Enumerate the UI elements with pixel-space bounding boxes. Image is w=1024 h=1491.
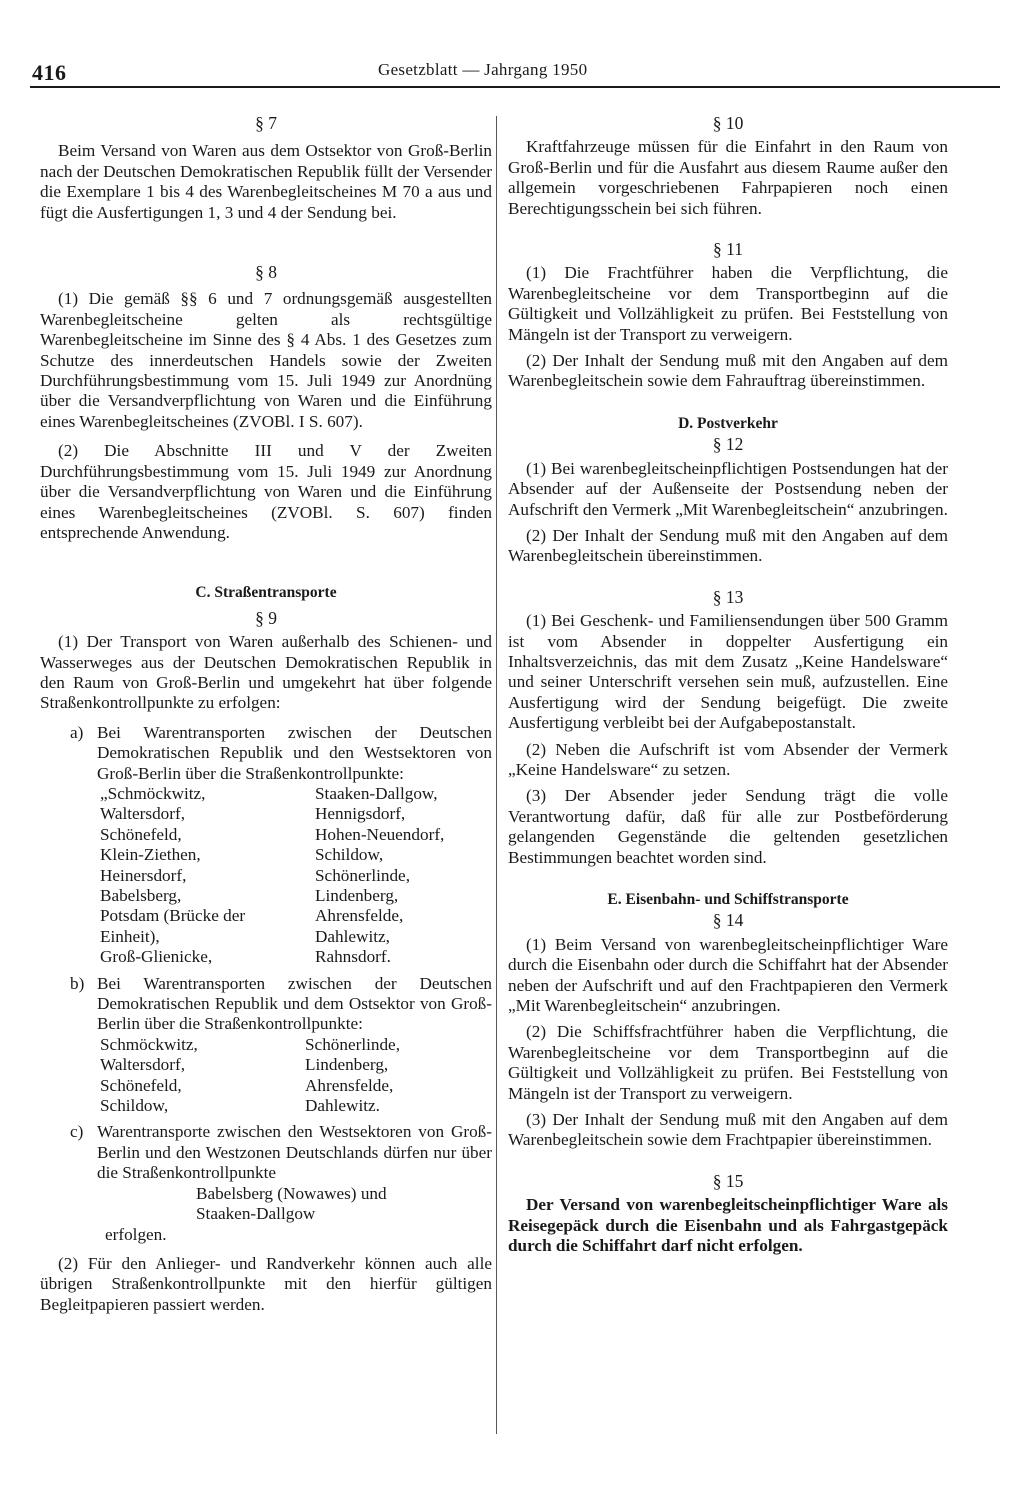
checkpoint: Waltersdorf, — [100, 804, 185, 824]
item-b-marker: b) — [70, 973, 85, 993]
section-9-paragraph-2: (2) Für den Anlieger- und Randverkehr können auch alle übrigen Straßenkontrollpunkte mit den hierfür gültigen Begleitpapieren passiert werden. — [40, 1253, 492, 1314]
item-a-text: Bei Warentransporten zwischen der Deutschen Demokratischen Republik und den Westsektoren von Groß-Berlin über die Straßenkontrollpunkte: — [97, 722, 492, 783]
checkpoint: Rahnsdorf. — [315, 947, 391, 967]
checkpoint: Staaken-Dallgow, — [315, 783, 438, 803]
checkpoint: Waltersdorf, — [100, 1055, 185, 1075]
section-14-paragraph-1: (1) Beim Versand von warenbegleitscheinpflichtiger Ware durch die Eisenbahn oder durch die Schiffahrt hat der Absender neben der Aufschrift und auf den Frachtpapieren den Vermerk „Mit Warenbegleitschein“ anzubringen. — [508, 934, 948, 1016]
checkpoint: Lindenberg, — [315, 886, 399, 905]
header-rule — [30, 86, 1000, 88]
section-11-paragraph-1: (1) Die Frachtführer haben die Verpflichtung, die Warenbegleitscheine vor dem Transportbeginn auf die Gültigkeit und Vollzähligkeit zu prüfen. Bei Feststellung von Mängeln ist der Transport zu verweigern. — [508, 263, 948, 344]
checkpoint: Dahlewitz, — [315, 926, 390, 946]
column-divider — [496, 116, 497, 1434]
page-number: 416 — [32, 60, 67, 85]
item-c-text: Warentransporte zwischen den Westsektoren von Groß-Berlin und den Westzonen Deutschlands dürfen nur über die Straßenkontrollpunkte — [97, 1122, 492, 1183]
checkpoint: Schönerlinde, — [305, 1034, 400, 1054]
section-13-paragraph-3: (3) Der Absender jeder Sendung trägt die volle Verantwortung dafür, daß für alle zur Postbeförderung gelangenden Gegenstände die geltenden gesetzlichen Bestimmungen beachtet worden sind. — [508, 786, 948, 867]
checkpoint: Ahrensfelde, — [305, 1075, 394, 1095]
item-c-checkpoint-2: Staaken-Dallgow — [196, 1204, 316, 1224]
right-column — [508, 113, 948, 1257]
section-14-heading: § 14 — [712, 910, 744, 931]
item-a-checkpoints — [40, 784, 492, 968]
item-b-checkpoints — [40, 1035, 492, 1117]
section-9-item-a — [40, 723, 492, 784]
section-11-heading: § 11 — [713, 239, 743, 260]
section-13-paragraph-2: (2) Neben die Aufschrift ist vom Absender der Vermerk „Keine Handelsware“ zu setzen. — [508, 739, 948, 779]
division-e-heading: E. Eisenbahn- und Schiffstransporte — [607, 891, 849, 908]
section-7-heading: § 7 — [255, 113, 277, 133]
division-c-heading: C. Straßentransporte — [195, 584, 337, 602]
checkpoint: Schmöckwitz, — [100, 1034, 198, 1054]
section-9-item-c — [40, 1122, 492, 1183]
section-7-text: Beim Versand von Waren aus dem Ostsektor von Groß-Berlin nach der Deutschen Demokratischen Republik füllt der Versender die Exemplare 1 bis 4 des Warenbegleitscheines M 70 a aus und fügt die Ausfertigungen 1, 3 und 4 der Sendung bei. — [40, 141, 492, 222]
item-c-tail: erfolgen. — [105, 1224, 167, 1244]
checkpoint: Ahrensfelde, — [315, 906, 404, 926]
checkpoint: Groß-Glienicke, — [100, 947, 213, 967]
section-12-heading: § 12 — [712, 434, 744, 455]
item-b-text: Bei Warentransporten zwischen der Deutschen Demokratischen Republik und dem Ostsektor von Groß-Berlin über die Straßenkontrollpunkte: — [97, 973, 492, 1034]
checkpoint: Dahlewitz. — [305, 1096, 380, 1116]
section-12-paragraph-2: (2) Der Inhalt der Sendung muß mit den Angaben auf dem Warenbegleitschein übereinstimmen. — [508, 525, 948, 566]
checkpoint: „Schmöckwitz, — [100, 783, 206, 803]
section-13-paragraph-1: (1) Bei Geschenk- und Familiensendungen über 500 Gramm ist vom Absender in doppelter Ausfertigung ein Inhaltsverzeichnis, das mit dem Zusatz „Keine Handelsware“ und seiner Unterschrift versehen sein muß, aufzustellen. Eine Ausfertigung wird der Sendung beigefügt. Die zweite Ausfertigung verbleibt bei der Aufgabepostanstalt. — [508, 611, 948, 733]
checkpoint: Heinersdorf, — [100, 865, 187, 885]
page-header-title: Gesetzblatt — Jahrgang 1950 — [378, 60, 588, 79]
section-8-paragraph-1: (1) Die gemäß §§ 6 und 7 ordnungsgemäß ausgestellten Warenbegleitscheine gelten als rechtsgültige Warenbegleitscheine im Sinne des § 4 Abs. 1 des Gesetzes zum Schutze des innerdeutschen Handels sowie der Zweiten Durchführungsbestimmung vom 15. Juli 1949 zur Anordnüng über die Versandverpflichtung von Waren und die Einführung eines Warenbegleitscheines (ZVOBl. I S. 607). — [40, 289, 492, 431]
checkpoint: Schildow, — [315, 845, 384, 865]
left-column — [40, 113, 492, 1315]
section-13-heading: § 13 — [712, 586, 744, 607]
item-a-checkpoints-col-2 — [277, 784, 492, 968]
section-8-paragraph-2: (2) Die Abschnitte III und V der Zweiten Durchführungsbestimmung vom 15. Juli 1949 zur Anordnung über die Versandverpflichtung von Waren und die Einführung eines Warenbegleitscheines (ZVOBl. S. 607) finden entsprechende Anwendung. — [40, 441, 492, 542]
item-b-checkpoints-col-1 — [100, 1035, 287, 1117]
section-15-heading: § 15 — [712, 1170, 744, 1191]
section-10-text: Kraftfahrzeuge müssen für die Einfahrt in den Raum von Groß-Berlin und für die Ausfahrt aus diesem Raume außer den allgemein vorgeschriebenen Fahrpapieren noch einen Berechtigungsschein bei sich führen. — [508, 137, 948, 218]
item-a-marker: a) — [70, 722, 84, 742]
checkpoint: Schildow, — [100, 1096, 169, 1116]
section-15-text: Der Versand von warenbegleitscheinpflichtiger Ware als Reisegepäck durch die Eisenbahn und als Fahrgastgepäck durch die Schiffahrt darf nicht erfolgen. — [508, 1195, 948, 1256]
checkpoint: Schönerlinde, — [315, 865, 410, 885]
section-9-heading: § 9 — [255, 607, 277, 628]
checkpoint: Schönefeld, — [100, 824, 182, 844]
item-a-checkpoints-col-1 — [100, 784, 277, 968]
checkpoint: Hennigsdorf, — [315, 804, 406, 824]
item-c-checkpoint-1: Babelsberg (Nowawes) und — [196, 1183, 387, 1203]
checkpoint: Einheit), — [100, 926, 160, 946]
section-10-heading: § 10 — [712, 113, 744, 133]
section-14-paragraph-3: (3) Der Inhalt der Sendung muß mit den Angaben auf dem Warenbegleitschein sowie dem Frachtpapier übereinstimmen. — [508, 1110, 948, 1150]
item-b-checkpoints-col-2 — [287, 1035, 492, 1117]
section-9-paragraph-1: (1) Der Transport von Waren außerhalb des Schienen- und Wasserweges aus der Deutschen Demokratischen Republik in den Raum von Groß-Berlin und umgekehrt hat über folgende Straßenkontrollpunkte zu erfolgen: — [40, 632, 492, 713]
section-14-paragraph-2: (2) Die Schiffsfrachtführer haben die Verpflichtung, die Warenbegleitscheine vor dem Transportbeginn auf die Gültigkeit und Vollzähligkeit zu prüfen. Bei Feststellung von Mängeln ist der Transport zu verweigern. — [508, 1022, 948, 1103]
checkpoint: Schönefeld, — [100, 1075, 182, 1095]
checkpoint: Potsdam (Brücke der — [100, 906, 246, 926]
section-12-paragraph-1: (1) Bei warenbegleitscheinpflichtigen Postsendungen hat der Absender auf der Außenseite der Postsendung neben der Aufschrift den Vermerk „Mit Warenbegleitschein“ anzubringen. — [508, 458, 948, 519]
checkpoint: Babelsberg, — [100, 886, 182, 905]
checkpoint: Hohen-Neuendorf, — [315, 824, 445, 844]
checkpoint: Lindenberg, — [305, 1055, 389, 1075]
section-11-paragraph-2: (2) Der Inhalt der Sendung muß mit den Angaben auf dem Warenbegleitschein sowie dem Fahrauftrag übereinstimmen. — [508, 351, 948, 391]
checkpoint: Klein-Ziethen, — [100, 845, 201, 865]
item-c-marker: c) — [70, 1122, 84, 1142]
division-d-heading: D. Postverkehr — [678, 414, 778, 432]
section-8-heading: § 8 — [255, 262, 277, 283]
section-9-item-b — [40, 974, 492, 1035]
